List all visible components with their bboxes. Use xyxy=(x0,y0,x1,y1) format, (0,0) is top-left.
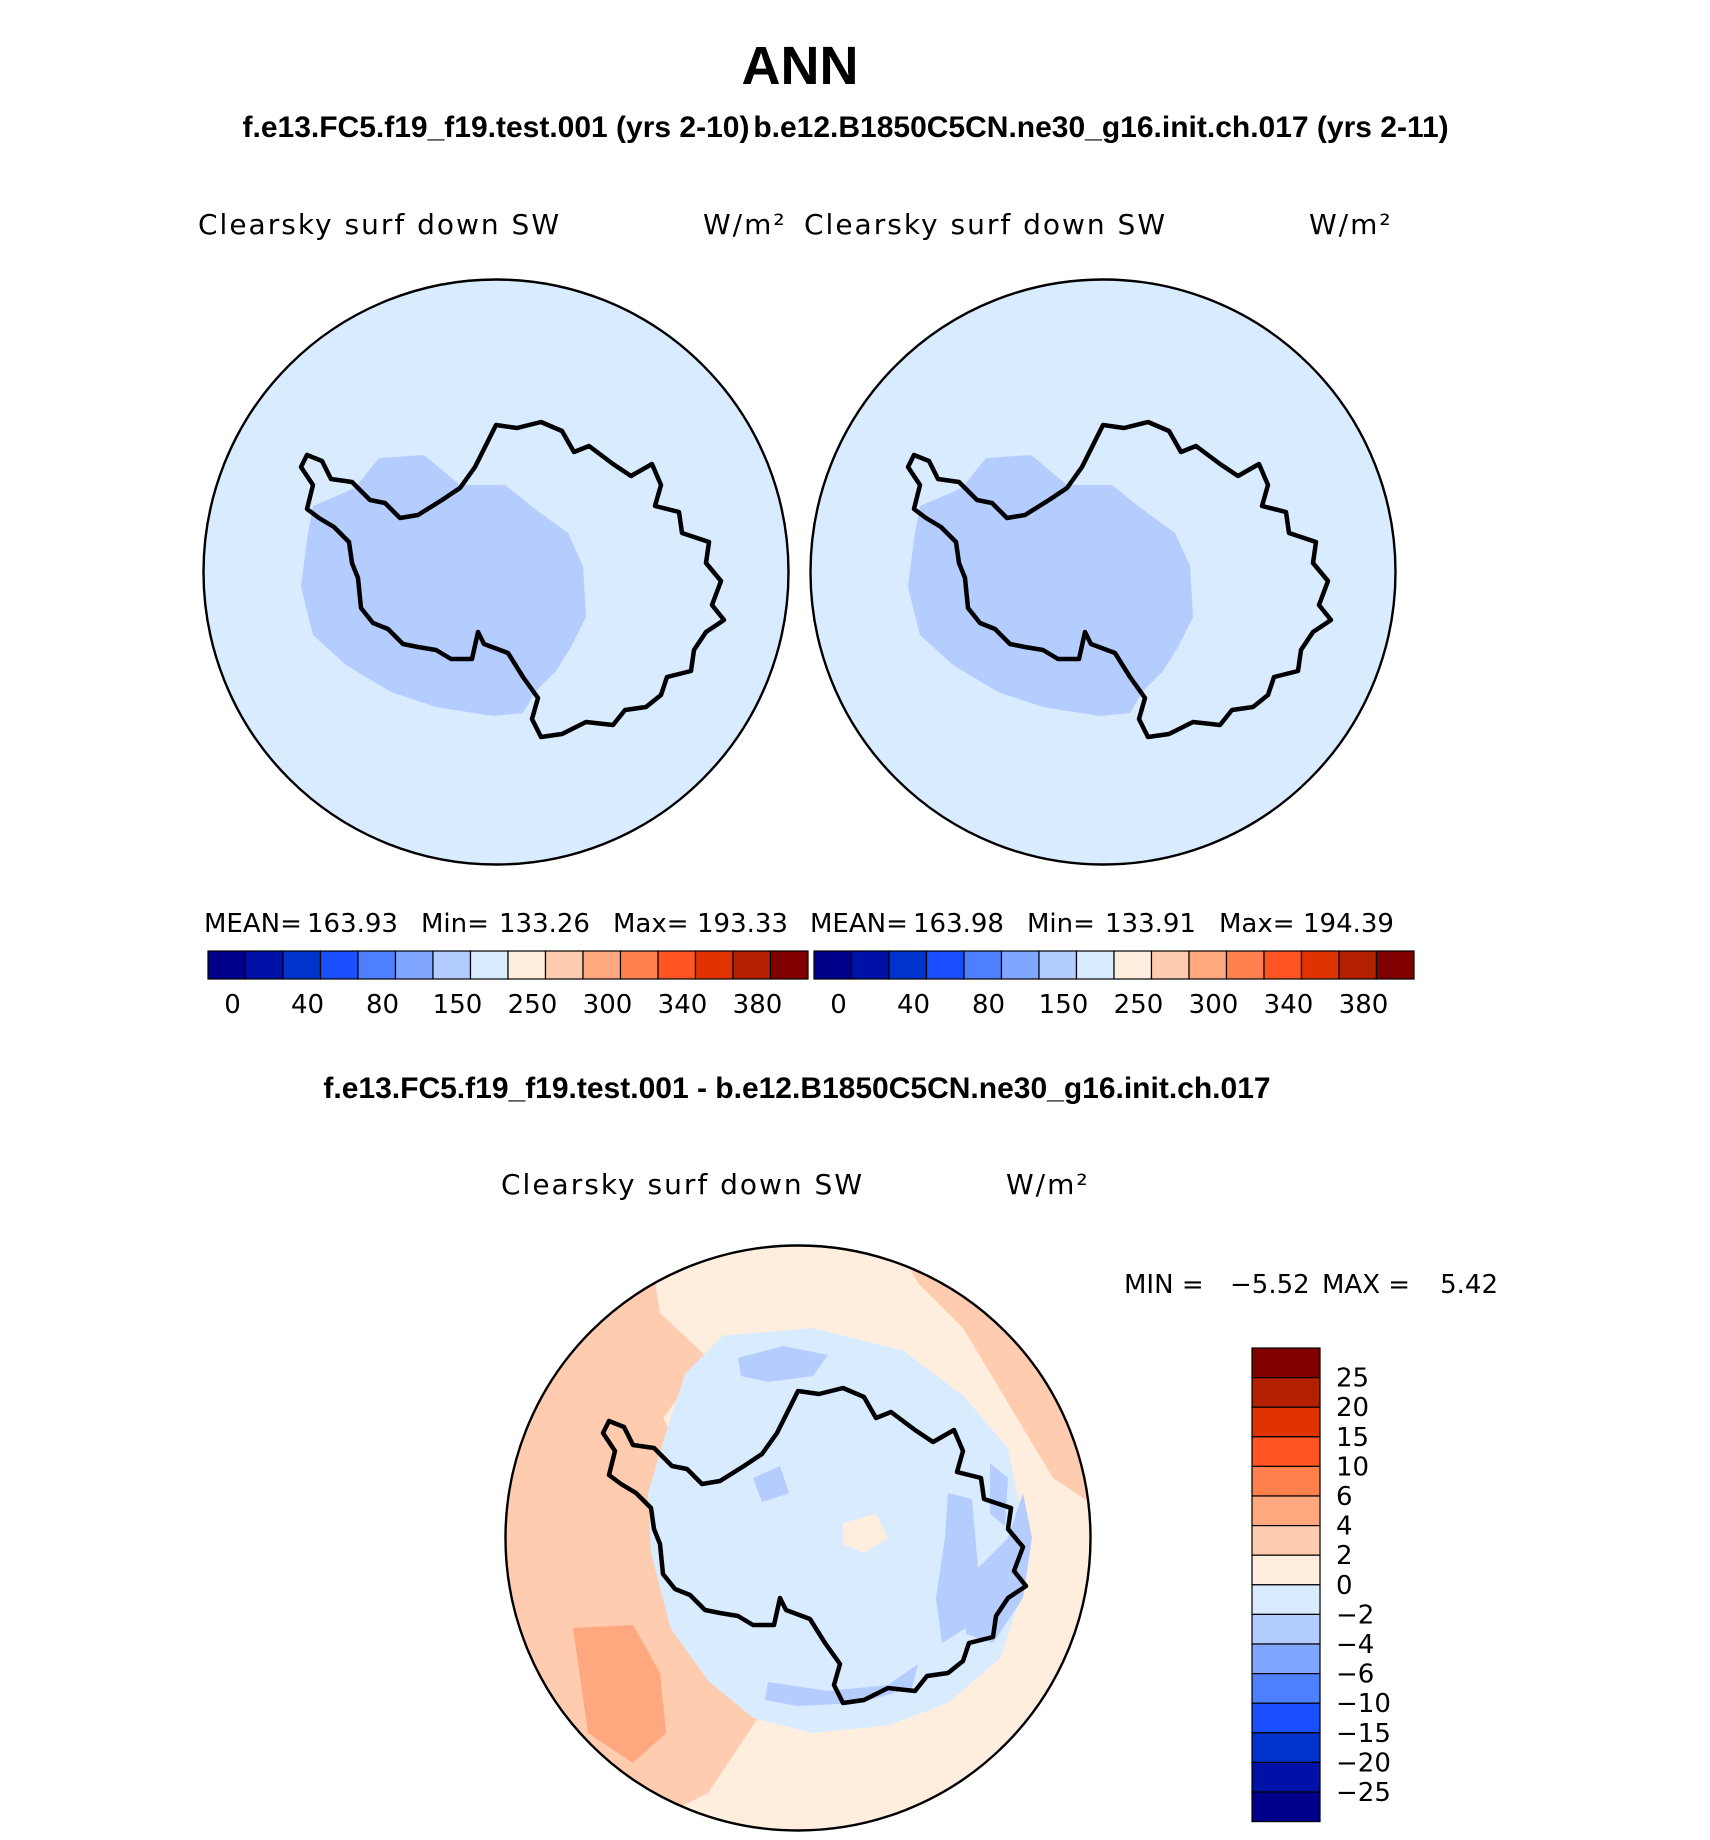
diff-colorbar-tick-label: 0 xyxy=(1336,1570,1353,1601)
left-colorbar-swatch xyxy=(208,951,246,979)
right-mean-value: 163.98 xyxy=(913,909,1004,939)
diff-colorbar-swatch xyxy=(1252,1496,1320,1526)
left-map-panel xyxy=(198,208,808,1020)
left-colorbar-tick-label: 0 xyxy=(224,990,241,1020)
diff-colorbar-swatch xyxy=(1252,1466,1320,1496)
right-max-value: 194.39 xyxy=(1303,909,1394,939)
left-colorbar-tick-label: 300 xyxy=(582,990,633,1020)
diff-variable-label: Clearsky surf down SW xyxy=(501,1168,865,1201)
right-colorbar-tick-label: 150 xyxy=(1038,990,1089,1020)
left-polar-map xyxy=(204,280,789,865)
diff-colorbar-tick-label: 20 xyxy=(1336,1393,1370,1424)
diff-colorbar-tick-label: −15 xyxy=(1336,1718,1391,1749)
diff-colorbar-tick-label: 4 xyxy=(1336,1511,1353,1542)
diff-colorbar-tick-label: −2 xyxy=(1336,1600,1375,1631)
diff-colorbar-tick-label: −4 xyxy=(1336,1630,1375,1660)
left-colorbar-swatch xyxy=(771,951,809,979)
left-map-stats xyxy=(204,909,788,939)
left-colorbar-tick-label: 340 xyxy=(657,990,708,1020)
right-min-label: Min= xyxy=(1027,909,1095,939)
diff-colorbar-tick-label: 25 xyxy=(1336,1363,1370,1394)
left-mean-value: 163.93 xyxy=(307,909,398,939)
right-variable-label: Clearsky surf down SW xyxy=(804,208,1168,241)
left-min-value: 133.26 xyxy=(499,909,590,939)
right-colorbar-tick-label: 80 xyxy=(971,990,1006,1020)
left-colorbar-swatch xyxy=(621,951,659,979)
diff-colorbar-tick-label: −6 xyxy=(1336,1659,1375,1690)
diff-colorbar-tick-label: 15 xyxy=(1336,1422,1370,1453)
left-colorbar-swatch xyxy=(246,951,284,979)
left-colorbar-tick-label: 380 xyxy=(732,990,783,1020)
left-units-label: W/m² xyxy=(703,208,787,241)
left-mean-label: MEAN= xyxy=(204,909,302,939)
diff-colorbar-tick-label: −20 xyxy=(1336,1748,1391,1779)
left-max-value: 193.33 xyxy=(697,909,788,939)
diff-colorbar-swatch xyxy=(1252,1555,1320,1585)
left-colorbar-swatch xyxy=(733,951,771,979)
diff-colorbar-swatch xyxy=(1252,1348,1320,1378)
right-colorbar-swatch xyxy=(1152,951,1190,979)
diff-min-label: MIN = xyxy=(1124,1270,1204,1300)
right-colorbar-swatch xyxy=(1039,951,1077,979)
diff-max-value: 5.42 xyxy=(1440,1270,1498,1300)
left-min-label: Min= xyxy=(421,909,489,939)
right-map-stats xyxy=(810,909,1394,939)
diff-colorbar-tick-label: −25 xyxy=(1336,1778,1391,1808)
right-colorbar-swatch xyxy=(1227,951,1265,979)
left-colorbar-swatch xyxy=(696,951,734,979)
right-colorbar-swatch xyxy=(1077,951,1115,979)
season-title: ANN xyxy=(741,36,859,96)
left-max-label: Max= xyxy=(613,909,689,939)
left-variable-label: Clearsky surf down SW xyxy=(198,208,562,241)
right-colorbar-swatch xyxy=(1114,951,1152,979)
left-colorbar-tick-label: 250 xyxy=(507,990,558,1020)
left-colorbar-swatch xyxy=(358,951,396,979)
diff-units-label: W/m² xyxy=(1006,1168,1090,1201)
right-colorbar-swatch xyxy=(1377,951,1415,979)
left-panel-title: f.e13.FC5.f19_f19.test.001 (yrs 2-10) xyxy=(242,111,750,144)
diff-max-label: MAX = xyxy=(1322,1270,1411,1300)
right-colorbar-swatch xyxy=(1302,951,1340,979)
right-colorbar-swatch xyxy=(889,951,927,979)
right-colorbar-swatch xyxy=(1002,951,1040,979)
diff-colorbar-tick-label: 6 xyxy=(1336,1482,1353,1512)
right-colorbar xyxy=(814,951,1414,1020)
left-colorbar-tick-label: 150 xyxy=(432,990,483,1020)
left-colorbar xyxy=(208,951,808,1020)
diff-colorbar-swatch xyxy=(1252,1437,1320,1467)
right-max-label: Max= xyxy=(1219,909,1295,939)
right-colorbar-tick-label: 340 xyxy=(1263,990,1314,1020)
right-colorbar-tick-label: 300 xyxy=(1188,990,1239,1020)
right-colorbar-swatch xyxy=(964,951,1002,979)
left-colorbar-swatch xyxy=(396,951,434,979)
diff-min-value: −5.52 xyxy=(1230,1270,1310,1300)
diff-colorbar-swatch xyxy=(1252,1703,1320,1733)
diff-colorbar-swatch xyxy=(1252,1733,1320,1763)
right-colorbar-swatch xyxy=(1189,951,1227,979)
right-colorbar-swatch xyxy=(852,951,890,979)
diff-colorbar xyxy=(1252,1348,1391,1822)
right-colorbar-tick-label: 40 xyxy=(896,990,931,1020)
left-colorbar-swatch xyxy=(583,951,621,979)
diff-colorbar-tick-label: 2 xyxy=(1336,1541,1353,1572)
diff-colorbar-swatch xyxy=(1252,1644,1320,1674)
left-colorbar-tick-label: 80 xyxy=(365,990,400,1020)
diff-colorbar-swatch xyxy=(1252,1614,1320,1644)
left-colorbar-swatch xyxy=(546,951,584,979)
diff-colorbar-swatch xyxy=(1252,1526,1320,1556)
right-colorbar-tick-label: 0 xyxy=(830,990,847,1020)
diff-min-max xyxy=(1124,1270,1498,1300)
left-colorbar-swatch xyxy=(283,951,321,979)
difference-map-panel xyxy=(498,1168,1498,1838)
right-min-value: 133.91 xyxy=(1105,909,1196,939)
diff-colorbar-swatch xyxy=(1252,1585,1320,1615)
right-panel-title: b.e12.B1850C5CN.ne30_g16.init.ch.017 (yrs 2-11) xyxy=(753,111,1449,144)
diff-colorbar-tick-label: 10 xyxy=(1336,1452,1370,1483)
diff-colorbar-swatch xyxy=(1252,1378,1320,1408)
diff-colorbar-tick-label: −10 xyxy=(1336,1689,1391,1720)
left-colorbar-swatch xyxy=(508,951,546,979)
right-colorbar-swatch xyxy=(814,951,852,979)
left-colorbar-swatch xyxy=(433,951,471,979)
right-colorbar-tick-label: 250 xyxy=(1113,990,1164,1020)
diff-colorbar-swatch xyxy=(1252,1674,1320,1704)
right-colorbar-swatch xyxy=(1264,951,1302,979)
right-map-panel xyxy=(804,208,1414,1020)
difference-polar-map xyxy=(498,1231,1098,1839)
left-colorbar-tick-label: 40 xyxy=(290,990,325,1020)
left-colorbar-swatch xyxy=(471,951,509,979)
diff-colorbar-swatch xyxy=(1252,1407,1320,1437)
left-colorbar-swatch xyxy=(321,951,359,979)
right-colorbar-swatch xyxy=(927,951,965,979)
difference-title: f.e13.FC5.f19_f19.test.001 - b.e12.B1850C5CN.ne30_g16.init.ch.017 xyxy=(323,1072,1271,1105)
right-units-label: W/m² xyxy=(1309,208,1393,241)
diff-colorbar-swatch xyxy=(1252,1762,1320,1792)
right-colorbar-tick-label: 380 xyxy=(1338,990,1389,1020)
right-mean-label: MEAN= xyxy=(810,909,908,939)
diff-colorbar-swatch xyxy=(1252,1792,1320,1822)
right-colorbar-swatch xyxy=(1339,951,1377,979)
left-colorbar-swatch xyxy=(658,951,696,979)
right-polar-map xyxy=(811,280,1396,865)
